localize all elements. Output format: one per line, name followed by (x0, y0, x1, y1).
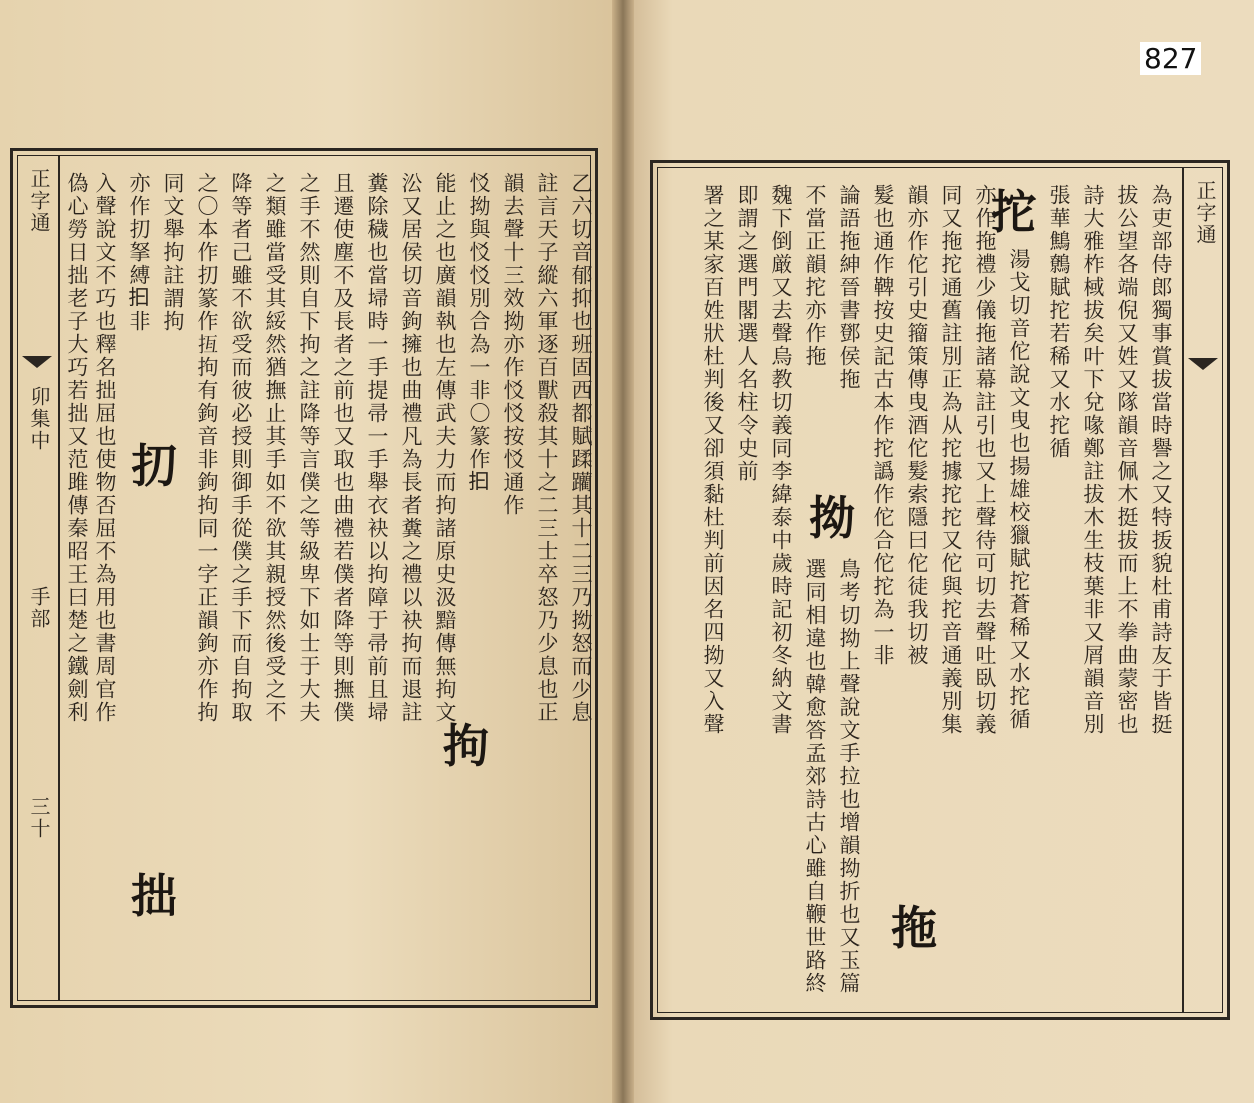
text-column: 張華鷦鷯賦拕若稀又水拕循 (1047, 184, 1071, 460)
text-column: 註言天子縱六軍逐百獸殺其十之二三士卒怒乃少息也正 (535, 172, 559, 724)
text-column: 即謂之選門閣選人名柱令史前 (735, 184, 759, 483)
right-page-frame (650, 160, 1230, 1020)
left-page (0, 0, 622, 1103)
text-column: 韻去聲十三效拗亦作㤊㤊按㤊通作 (501, 172, 525, 517)
radical-label: 手部 (27, 586, 51, 630)
entry-headword: 㧅 (131, 439, 177, 493)
text-column: 㳂又居侯切音鉤擁也曲禮凡為長者糞之禮以袂拘而退註 (399, 172, 423, 724)
text-column: 論語拖紳晉書鄧侯拖 (837, 184, 861, 391)
text-column: 之手不然則自下拘之註降等言僕之等級卑下如士于大夫 (297, 172, 321, 724)
entry-headword: 拖 (891, 901, 937, 955)
text-column: 署之某家百姓狀杜判後又卻須黏杜判前因名四拗又入聲 (701, 184, 725, 736)
right-page (622, 0, 1254, 1103)
text-column: 同文舉拘註謂拘 (161, 172, 185, 333)
text-column: 㤊拗與㤊㤊別合為一非〇篆作𢪏 (467, 172, 491, 494)
left-text-block (17, 155, 591, 1001)
text-column: 魏下倒厳又去聲烏教切義同李緯泰中歲時記初冬納文書 (769, 184, 793, 736)
left-page-frame (10, 148, 598, 1008)
entry-headword: 拕 (991, 185, 1037, 239)
right-text-block (657, 167, 1223, 1013)
block-heart-margin (1182, 168, 1222, 1012)
text-column: 偽心勞日拙老子大巧若拙又范雎傳秦昭王曰楚之鐵劍利 (65, 172, 89, 724)
book-title: 正字通 (27, 168, 51, 234)
text-column: 乙六切音郁抑也班固西都賦蹂躪其十二三乃拗怒而少息 (569, 172, 593, 724)
text-column: 選同相違也韓愈答孟郊詩古心雖自鞭世路終 (803, 558, 827, 995)
text-column: 韻亦作佗引史籀策傳曳酒佗髮索隱曰佗徒我切被 (905, 184, 929, 667)
text-column: 同又拖拕通舊註別正為从拕據拕拕又佗與拕音通義別集 (939, 184, 963, 736)
text-column: 為吏部侍郎獨事賞拔當時譽之又特㧞貌杜甫詩友于皆挺 (1149, 184, 1173, 736)
text-column: 入聲說文不巧也釋名拙屈也使物否屈不為用也書周官作 (93, 172, 117, 724)
text-column: 詩大雅柞棫拔矣叶下兌喙鄭註拔木生枝葉非又屑韻音別 (1081, 184, 1105, 736)
text-column: 亦作㧅拏縛𢪏非 (127, 172, 151, 333)
text-column: 糞除穢也當埽時一手提帚一手舉衣袂以拘障于帚前且埽 (365, 172, 389, 724)
book-gutter (612, 0, 634, 1103)
volume-label: 卯集中 (27, 386, 51, 452)
text-column: 髮也通作鞞按史記古本作拕譌作佗合佗拕為一非 (871, 184, 895, 667)
block-heart-margin (18, 156, 60, 1000)
text-column: 之〇本作㧅篆作𢫮拘有鉤音非鉤拘同一字正韻鉤亦作拘 (195, 172, 219, 724)
text-column: 能止之也廣韻執也左傳武夫力而拘諸原史汲黯傳無拘文 (433, 172, 457, 724)
page-number: 827 (1140, 42, 1201, 75)
text-column: 亦作拖禮少儀拖諸幕註引也又上聲待可切去聲吐臥切義 (973, 184, 997, 736)
text-column: 且遷使塵不及長者之前也又取也曲禮若僕者降等則撫僕 (331, 172, 355, 724)
fishtail-ornament-icon (22, 356, 52, 370)
entry-headword: 拙 (131, 869, 177, 923)
text-column: 湯戈切音佗說文曳也揚雄校獵賦拕蒼稀又水拕循 (1007, 248, 1031, 731)
entry-headword: 拘 (443, 719, 489, 773)
folio-number: 三十 (27, 796, 51, 840)
text-column: 鳥考切拗上聲說文手拉也增韻拗折也又玉篇 (837, 558, 861, 995)
text-column: 降等者己雖不欲受而彼必授則御手從僕之手下而自拘取 (229, 172, 253, 724)
book-title: 正字通 (1193, 180, 1217, 246)
text-column: 之類雖當受其綏然猶撫止其手如不欲其親授然後受之不 (263, 172, 287, 724)
text-column: 不當正韻拕亦作拖 (803, 184, 827, 368)
entry-headword: 拗 (809, 491, 855, 545)
text-column: 拔公望各端倪又姓又隊韻音佩木挺拔而上不拳曲蒙密也 (1115, 184, 1139, 736)
fishtail-ornament-icon (1188, 358, 1218, 372)
